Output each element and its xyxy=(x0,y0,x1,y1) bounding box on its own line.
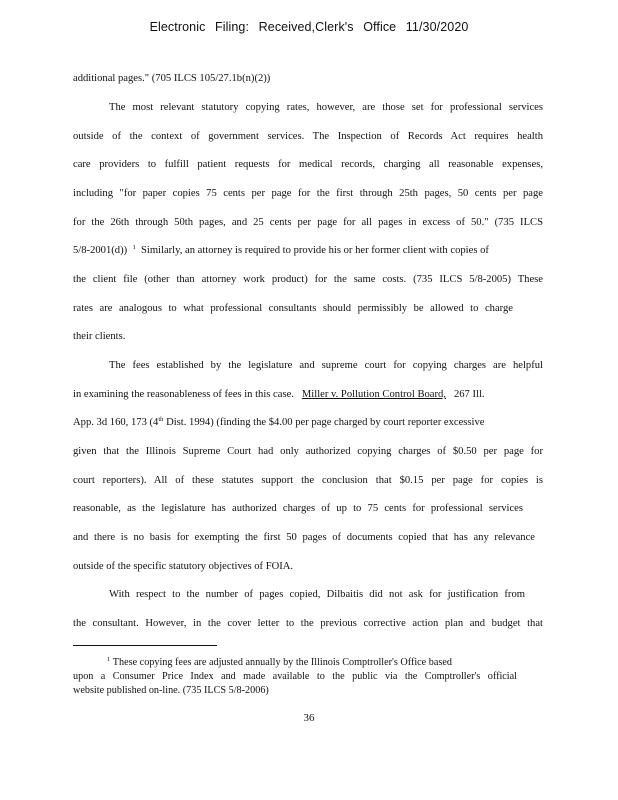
body-line: rates are analogous to what professional consultants should permissibly be allowed to charge xyxy=(73,303,513,314)
body-text: App. 3d 160, 173 (4 xyxy=(73,417,159,428)
body-line: the client file (other than attorney work product) for the same costs. (735 ILCS 5/8-2005) These xyxy=(73,274,543,285)
body-line: care providers to fulfill patient requests for medical records, charging all reasonable expenses, xyxy=(73,159,543,170)
body-line xyxy=(73,388,543,402)
body-line: The most relevant statutory copying rates, however, are those set for professional services xyxy=(109,102,543,113)
body-line: their clients. xyxy=(73,331,126,342)
body-line: court reporters). All of these statutes support the conclusion that $0.15 per page for copies is xyxy=(73,475,543,486)
footnote-marker: 1 xyxy=(107,656,111,663)
electronic-filing-header: Electronic Filing: Received,Clerk's Office 11/30/2020 xyxy=(149,20,469,34)
body-line: given that the Illinois Supreme Court had only authorized copying charges of $0.50 per page for xyxy=(73,446,543,457)
body-text: in examining the reasonableness of fees in this case. xyxy=(73,389,294,400)
body-text: 267 Ill. xyxy=(453,389,485,400)
body-text: 5/8-2001(d)) xyxy=(73,245,128,256)
page-number: 36 xyxy=(303,712,315,724)
body-line: outside of the context of government services. The Inspection of Records Act requires health xyxy=(73,131,543,142)
body-line: The fees established by the legislature and supreme court for copying charges are helpful xyxy=(109,360,543,371)
body-line: for the 26th through 50th pages, and 25 cents per page for all pages in excess of 50." (735 ILCS xyxy=(73,217,543,228)
body-line xyxy=(73,244,543,258)
footnote-text: These copying fees are adjusted annually by the Illinois Comptroller's Office based xyxy=(112,657,452,668)
footnote-line xyxy=(73,657,517,670)
footnote-reference[interactable]: 1 xyxy=(132,244,136,251)
body-line: including "for paper copies 75 cents per page for the first through 25th pages, 50 cents per page xyxy=(73,188,543,199)
body-line: and there is no basis for exempting the first 50 pages of documents copied that has any relevance xyxy=(73,532,535,543)
footnote-line: website published on-line. (735 ILCS 5/8-2006) xyxy=(73,685,269,696)
footnote-line: upon a Consumer Price Index and made available to the public via the Comptroller's official xyxy=(73,671,517,682)
case-citation: Miller v. Pollution Control Board, xyxy=(301,389,446,400)
body-line: additional pages." (705 ILCS 105/27.1b(n)(2)) xyxy=(73,73,271,84)
body-line: With respect to the number of pages copied, Dilbaitis did not ask for justification from xyxy=(109,589,525,600)
ordinal-suffix: th xyxy=(158,416,164,423)
body-text: Similarly, an attorney is required to provide his or her former client with copies of xyxy=(140,245,489,256)
footnote-separator xyxy=(73,645,217,646)
body-line xyxy=(73,416,543,430)
body-line: the consultant. However, in the cover letter to the previous corrective action plan and budget that xyxy=(73,618,543,629)
body-line: outside of the specific statutory objectives of FOIA. xyxy=(73,561,294,572)
body-text: Dist. 1994) (finding the $4.00 per page charged by court reporter excessive xyxy=(166,417,485,428)
body-line: reasonable, as the legislature has authorized charges of up to 75 cents for professional services xyxy=(73,503,523,514)
